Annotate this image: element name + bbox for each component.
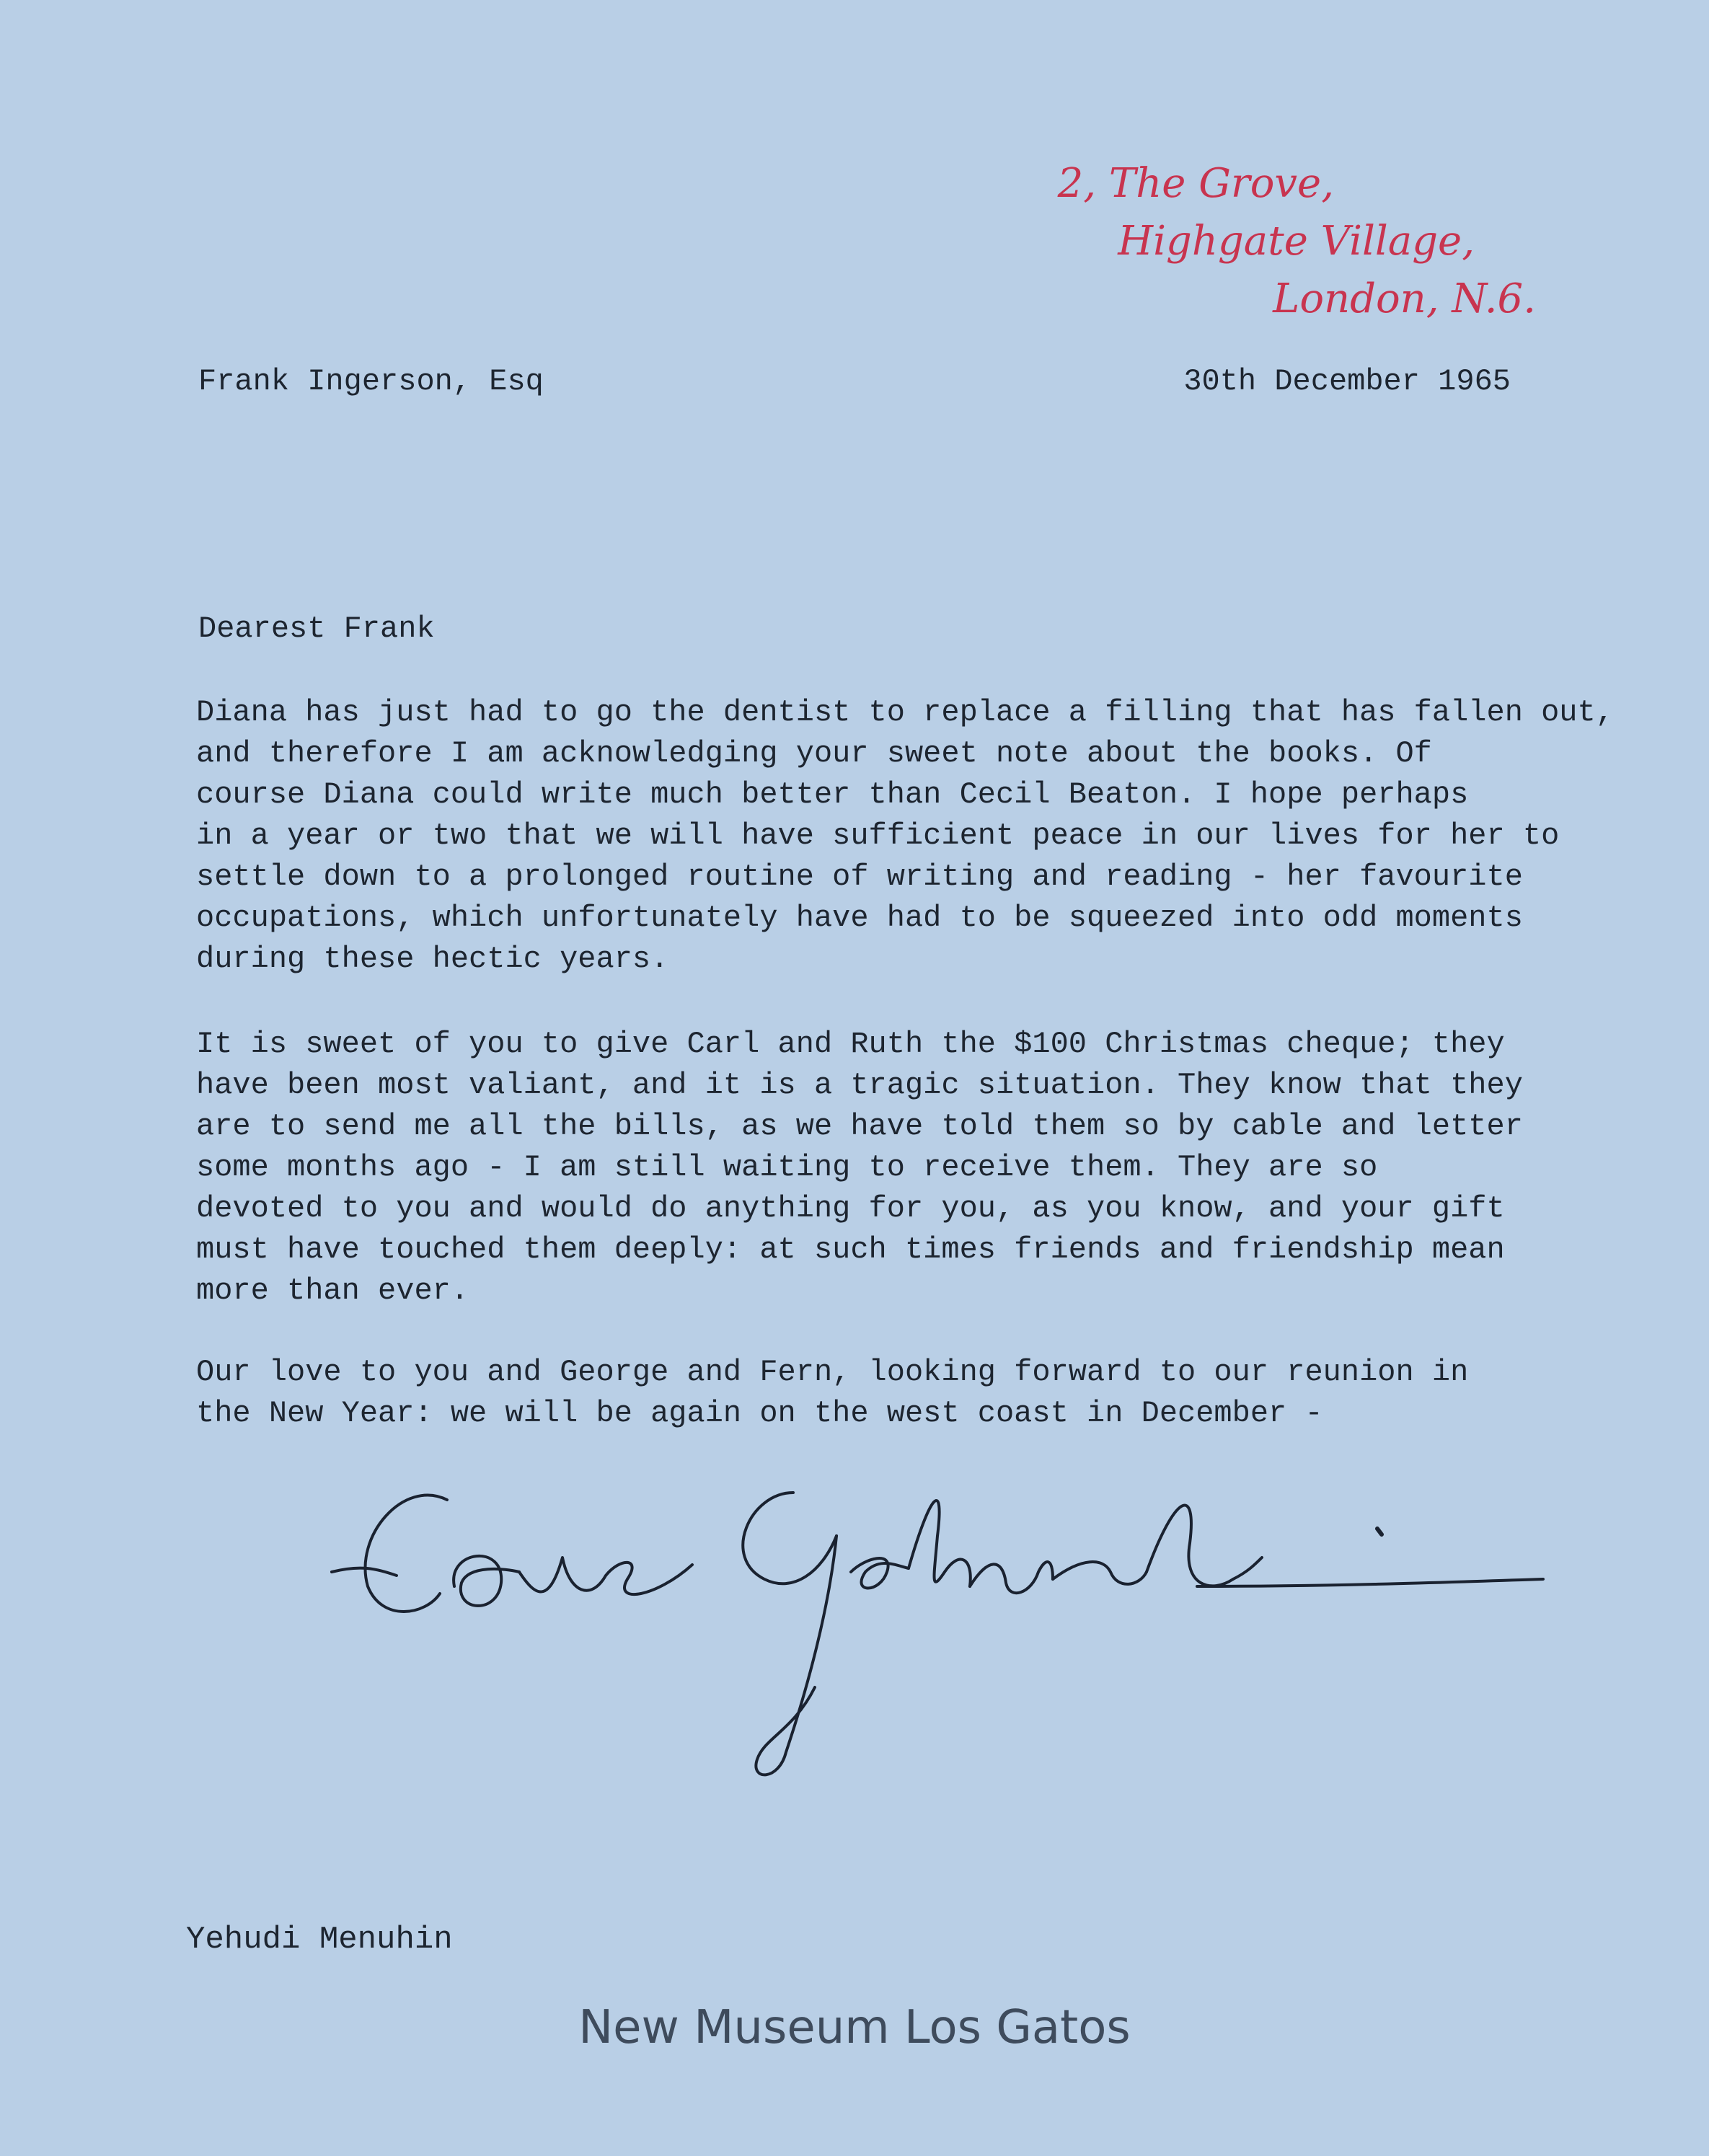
recipient: Frank Ingerson, Esq	[198, 364, 544, 399]
paragraph-line: are to send me all the bills, as we have told them so by cable and letter	[196, 1109, 1523, 1144]
paragraph-line: during these hectic years.	[196, 942, 669, 976]
paragraph-line: must have touched them deeply: at such times friends and friendship mean	[196, 1232, 1505, 1267]
paragraph-line: It is sweet of you to give Carl and Ruth the $100 Christmas cheque; they	[196, 1027, 1505, 1061]
paragraph-line: have been most valiant, and it is a tragic situation. They know that they	[196, 1068, 1523, 1103]
salutation: Dearest Frank	[198, 611, 435, 646]
paragraph-line: devoted to you and would do anything for you, as you know, and your gift	[196, 1191, 1505, 1226]
paragraph-line: Our love to you and George and Fern, looking forward to our reunion in	[196, 1355, 1469, 1390]
museum-watermark: New Museum Los Gatos	[578, 2001, 1131, 2054]
paragraph-line: Diana has just had to go the dentist to replace a filling that has fallen out,	[196, 695, 1614, 730]
paragraph-line: more than ever.	[196, 1273, 469, 1308]
paragraph-line: the New Year: we will be again on the west coast in December -	[196, 1396, 1323, 1431]
paragraph-line: some months ago - I am still waiting to receive them. They are so	[196, 1150, 1378, 1185]
letterhead-line-3: London, N.6.	[1273, 275, 1536, 322]
letterhead-line-2: Highgate Village,	[1118, 218, 1475, 265]
letterhead-line-1: 2, The Grove,	[1057, 160, 1334, 207]
body-paragraph-1	[196, 692, 1614, 980]
paragraph-line: settle down to a prolonged routine of writing and reading - her favourite	[196, 860, 1523, 894]
typed-signature-name: Yehudi Menuhin	[186, 1922, 453, 1958]
paragraph-line: in a year or two that we will have sufficient peace in our lives for her to	[196, 818, 1560, 853]
paragraph-line: course Diana could write much better than Cecil Beaton. I hope perhaps	[196, 777, 1469, 812]
body-paragraph-3	[196, 1352, 1581, 1434]
paragraph-line: and therefore I am acknowledging your sweet note about the books. Of	[196, 736, 1432, 771]
letterhead-address	[1058, 155, 1536, 328]
letter-date: 30th December 1965	[1183, 364, 1511, 399]
handwritten-signature	[317, 1449, 1601, 1788]
body-paragraph-2	[196, 1024, 1581, 1312]
paragraph-line: occupations, which unfortunately have had to be squeezed into odd moments	[196, 901, 1523, 935]
